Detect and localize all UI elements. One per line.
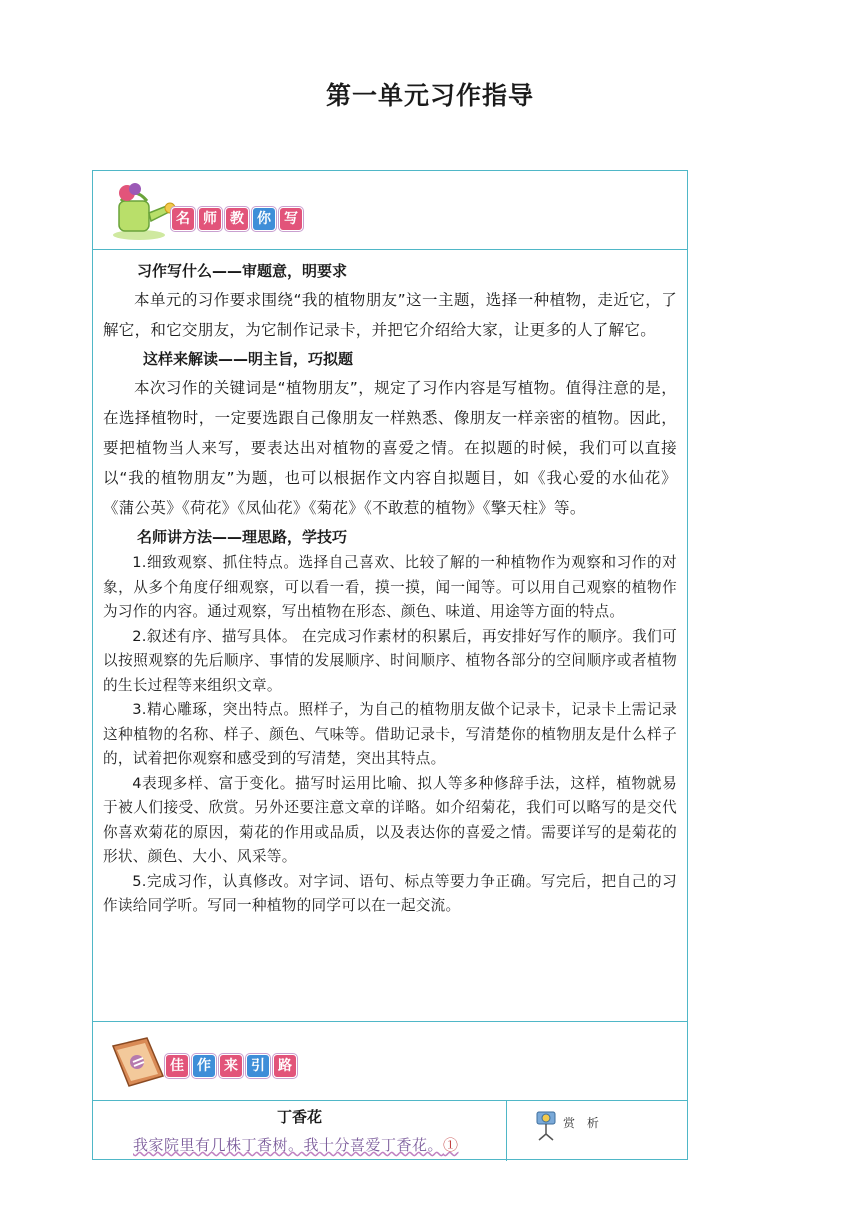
example-banner-tags [165, 1054, 297, 1078]
method-item-1: 1.细致观察、抓住特点。选择自己喜欢、比较了解的一种植物作为观察和习作的对象，从多个角度仔细观察，可以看一看，摸一摸，闻一闻等。可以用自己观察的植物作为习作的内容。通过观察，写出植物在形态、颜色、味道、用途等方面的特点。 [103, 554, 677, 620]
example-tag-3: 来 [219, 1054, 243, 1078]
appreciation-column [507, 1100, 689, 1161]
example-row [93, 1100, 687, 1161]
banner-tag-4: 你 [252, 207, 276, 231]
annotation-marker: ① [443, 1136, 459, 1154]
banner-tag-1: 名 [171, 207, 195, 231]
essay-first-line [133, 1134, 459, 1155]
example-tag-4: 引 [246, 1054, 270, 1078]
guide-content [93, 251, 687, 919]
method-item-2: 2.叙述有序、描写具体。 在完成习作素材的积累后，再安排好写作的顺序。我们可以按照观察的先后顺序、事情的发展顺序、时间顺序、植物各部分的空间顺序或者植物的生长过程等来组织文章。 [103, 627, 677, 694]
teacher-banner-tags [171, 207, 303, 231]
example-tag-5: 路 [273, 1054, 297, 1078]
page-title: 第一单元习作指导 [325, 81, 534, 110]
method-item-5: 5.完成习作，认真修改。对字词、语句、标点等要力争正确。写完后，把自己的习作读给同学听。写同一种植物的同学可以在一起交流。 [103, 872, 677, 914]
banner-tag-5: 写 [279, 207, 303, 231]
book-icon [107, 1032, 173, 1092]
section1-heading: 习作写什么——审题意，明要求 [137, 262, 348, 280]
method-item-4: 4表现多样、富于变化。描写时运用比喻、拟人等多种修辞手法，这样，植物就易于被人们接受、欣赏。另外还要注意文章的详略。如介绍菊花，我们可以略写的是交代你喜欢菊花的原因，菊花的作用或品质，以及表达你的喜爱之情。需要详写的是菊花的形状、颜色、大小、风采等。 [103, 774, 677, 865]
section3-heading: 名师讲方法——理思路，学技巧 [137, 528, 348, 546]
essay-line-text: 我家院里有几株丁香树。我十分喜爱丁香花。 [133, 1136, 444, 1154]
camera-icon [533, 1108, 561, 1142]
section2-heading: 这样来解读——明主旨，巧拟题 [143, 350, 354, 368]
banner-tag-3: 教 [225, 207, 249, 231]
section1-paragraph: 本单元的习作要求围绕“我的植物朋友”这一主题，选择一种植物，走近它，了解它，和它交朋友，为它制作记录卡，并把它介绍给大家，让更多的人了解它。 [103, 291, 677, 339]
teacher-banner [93, 171, 687, 250]
watering-can-icon [109, 183, 179, 241]
example-essay [93, 1100, 507, 1161]
example-tag-2: 作 [192, 1054, 216, 1078]
method-item-3: 3.精心雕琢，突出特点。照样子，为自己的植物朋友做个记录卡，记录卡上需记录这种植物的名称、样子、颜色、气味等。借助记录卡，写清楚你的植物朋友是什么样子的，试着把你观察和感受到的写清楚，突出其特点。 [103, 701, 677, 767]
guide-frame [92, 170, 688, 1160]
appreciation-label: 赏 析 [563, 1116, 603, 1130]
essay-title: 丁香花 [276, 1108, 322, 1126]
section2-paragraph: 本次习作的关键词是“植物朋友”，规定了习作内容是写植物。值得注意的是，在选择植物时，一定要选跟自己像朋友一样熟悉、像朋友一样亲密的植物。因此，要把植物当人来写，要表达出对植物的喜爱之情。在拟题的时候，我们可以直接以“我的植物朋友”为题，也可以根据作文内容自拟题目，如《我心爱的水仙花》《蒲公英》《荷花》《凤仙花》《菊花》《不敢惹的植物》《擎天柱》等。 [103, 379, 677, 517]
example-banner [93, 1021, 687, 1101]
example-tag-1: 佳 [165, 1054, 189, 1078]
banner-tag-2: 师 [198, 207, 222, 231]
